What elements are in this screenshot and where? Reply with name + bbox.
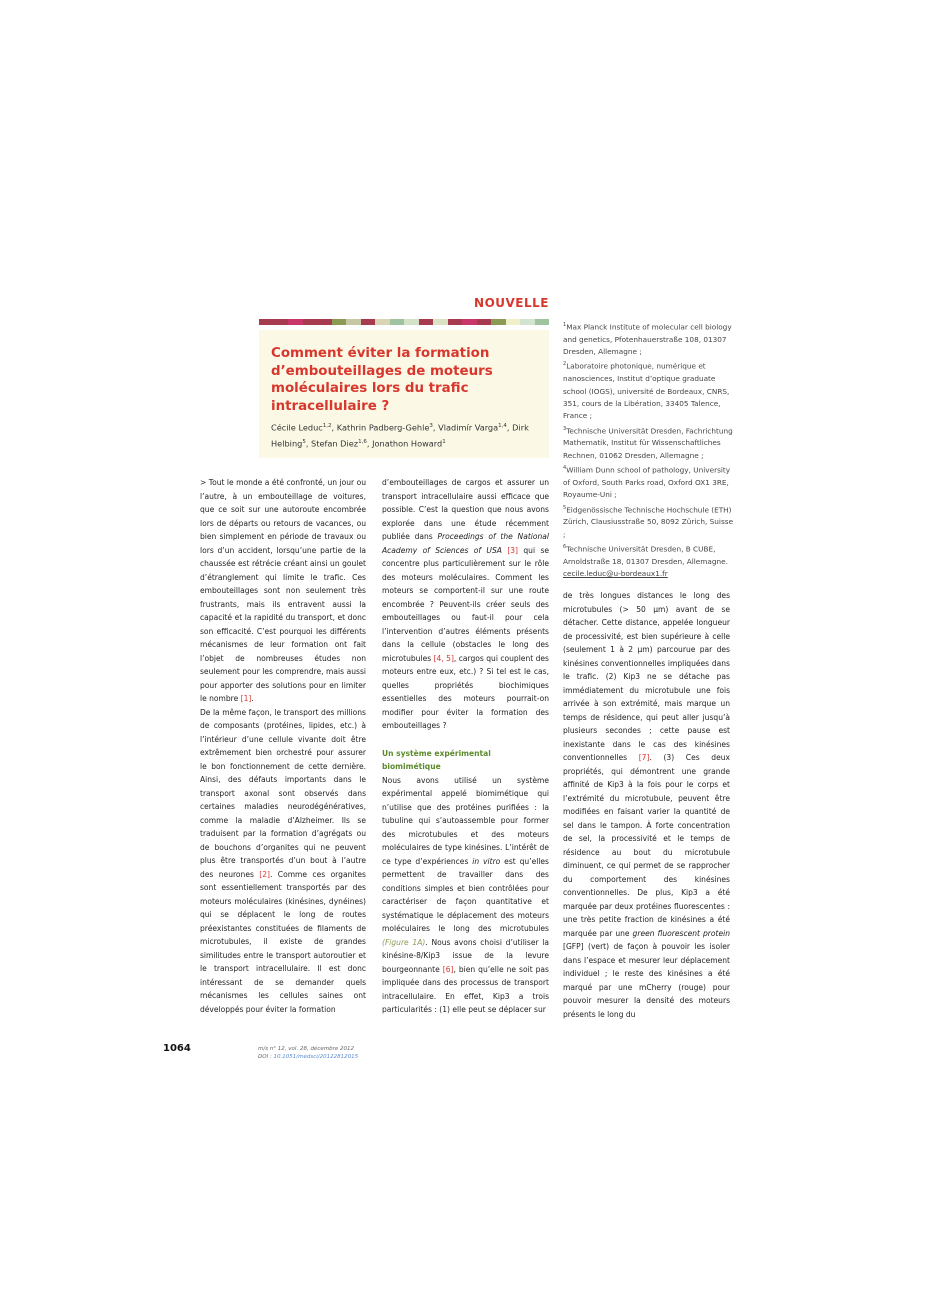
affiliation-item <box>563 423 735 462</box>
author-name: Kathrin Padberg-Gehle <box>336 422 430 433</box>
affiliation-text: Technische Universität Dresden, B CUBE, Arnoldstraße 18, 01307 Dresden, Allemagne. <box>563 544 728 566</box>
color-bar-segment <box>332 319 347 325</box>
color-bar-segment <box>433 319 448 325</box>
text-run: De la même façon, le transport des millions de composants (protéines, lipides, etc.) à l’intérieur d’une cellule vivante doit être extrêmement bien orchestré pour assurer le bon fonctionnement de cette dernière. Ainsi, des défauts importants dans le transport axonal sont observés dans certaines maladies neurodégénératives, comme la maladie d’Alzheimer. Ils se traduisent par la formation d’agrégats ou de bouchons d’organites qui ne peuvent plus être transportés d’un bout à l’autre des neurones <box>200 707 366 879</box>
affiliation-item <box>563 358 735 422</box>
author-affiliation-ref: 1,4 <box>498 423 507 429</box>
affiliation-item <box>563 462 735 501</box>
italic-text: in vitro <box>472 856 501 866</box>
color-bar-segment <box>520 319 535 325</box>
color-bar-segment <box>506 319 521 325</box>
color-bar-segment <box>303 319 318 325</box>
color-bar-segment <box>404 319 419 325</box>
color-bar-segment <box>317 319 332 325</box>
author-name: Stefan Diez <box>311 438 359 449</box>
reference-link[interactable]: [2] <box>259 869 270 879</box>
author-affiliation-ref: 1,6 <box>358 438 367 445</box>
doi-label: DOI : <box>258 1054 274 1060</box>
affiliation-number: 4 <box>563 465 567 472</box>
affiliation-text: William Dunn school of pathology, University of Oxford, South Parks road, Oxford OX1 3RE, Royaume-Uni ; <box>563 465 731 500</box>
author-name: Dirk Helbing <box>271 422 529 449</box>
affiliation-text: Max Planck Institute of molecular cell biology and genetics, Pfotenhauerstraße 108, 01307 Dresden, Allemagne ; <box>563 322 732 357</box>
author-list: Cécile Leduc$^{1,2}$, Kathrin Padberg-Gehle$^3$, Vladimír Varga$^{1,4}$, Dirk Helbing$^5$, Stefan Diez$^{1,6}$, Jonathon Howard$^1$ <box>271 422 529 449</box>
text-run: [GFP] (vert) de façon à pouvoir les isoler dans l’espace et mesurer leur déplacement individuel ; le reste des kinésines a été marqué par une mCherry (rouge) pour pouvoir mesurer la densité des moteurs présents le long du <box>563 942 730 1019</box>
section-label: NOUVELLE <box>474 296 549 310</box>
author-name: Vladimír Varga <box>438 422 499 433</box>
journal-issue: m/s n° 12, vol. 28, décembre 2012 <box>258 1046 354 1052</box>
paragraph-transport <box>200 706 366 1017</box>
affiliation-item <box>563 502 735 541</box>
doi-line <box>258 1053 358 1061</box>
paragraph-system <box>382 774 549 1017</box>
color-bar-segment <box>477 319 492 325</box>
color-bar-segment <box>390 319 405 325</box>
author-affiliation-ref: 1 <box>442 438 446 445</box>
affiliation-text: Technische Universität Dresden, Fachrichtung Mathematik, Institut für Wissenschaftliches Rechnen, 01062 Dresden, Allemagne ; <box>563 426 733 460</box>
color-bar-segment <box>535 319 550 325</box>
italic-text: green fluorescent protein <box>632 928 730 938</box>
figure-link[interactable]: (Figure 1A) <box>382 937 426 947</box>
author-name: Jonathon Howard <box>372 438 443 449</box>
paragraph-transport-cont <box>382 476 549 733</box>
reference-link[interactable]: [3] <box>507 545 519 555</box>
color-bar-segment <box>288 319 303 325</box>
affiliation-text: Eidgenössische Technische Hochschule (ETH) Zürich, Clausiusstraße 50, 8092 Zürich, Suisse ; <box>563 504 734 539</box>
color-bar-segment <box>259 319 274 325</box>
author-affiliation-ref: 5 <box>302 438 306 445</box>
affiliation-number: 6 <box>563 543 567 550</box>
color-bar-segment <box>419 319 434 325</box>
affiliation-item <box>563 319 735 358</box>
decorative-color-bar <box>259 319 549 325</box>
affiliation-number: 2 <box>563 361 567 368</box>
affiliation-number: 3 <box>563 425 567 432</box>
text-run: est qu’elles permettent de travailler dans des conditions simples et bien contrôlées pour caractériser de façon quantitative et systématique le déplacement des moteurs moléculaires le long des microtubules <box>382 856 549 933</box>
color-bar-segment <box>361 319 376 325</box>
section-heading: Un système expérimental biomimétique <box>382 748 491 771</box>
reference-link[interactable]: [1] <box>240 694 252 703</box>
text-run: , cargos qui couplent des moteurs entre eux, etc.) ? Si tel est le cas, quelles propriétés biochimiques essentielles des moteurs pourrait-on modifier pour éviter la formation des embouteillages ? <box>382 653 549 730</box>
text-run: > Tout le monde a été confronté, un jour ou l’autre, à un embouteillage de voitures, que ce soit sur une autoroute encombrée lors de départs ou retours de vacances, ou bien simplement en période de travaux ou lors d’un accident, lorsqu’une partie de la chaussée est rétrécie créant ainsi un goulet d’étranglement qui limite le trafic. Ces embouteillages sont non seulement très frustrants, mais ils entravent aussi la capacité et la rapidité du transport, et donc son efficacité. C’est pourquoi les différents mécanismes de leur formation ont fait l’objet de nombreuses études non seulement pour les comprendre, mais aussi pour apporter des solutions pour en limiter le nombre <box>200 478 366 703</box>
text-run: de très longues distances le long des microtubules (> 50 µm) avant de se détacher. Cette distance, appelée longueur de processivité, est bien supérieure à celle (seulement 1 à 2 µm) parcourue par des kinésines conventionnelles impliquées dans le trafic. (2) Kip3 ne se détache pas immédiatement du microtubule une fois arrivée à son extrémité, mais marque un temps de résidence, qui peut aller jusqu’à plusieurs secondes ; cette pause est inexistante dans le cas des kinésines conventionnelles <box>563 591 730 762</box>
author-name: Cécile Leduc <box>271 422 323 433</box>
page-number: 1064 <box>163 1043 191 1054</box>
affiliation-text: Laboratoire photonique, numérique et nanosciences, Institut d’optique graduate school (IOGS), université de Bordeaux, CNRS, 351, cours de la Libération, 33405 Talence, France ; <box>563 361 730 421</box>
author-affiliation-ref: 3 <box>429 423 433 429</box>
contact-email-link[interactable]: cecile.leduc@u-bordeaux1.fr <box>563 569 668 579</box>
journal-reference <box>258 1045 358 1061</box>
color-bar-segment <box>375 319 390 325</box>
italic-text: Proceedings of the National Academy of Sciences of USA <box>382 532 549 555</box>
color-bar-segment <box>274 319 289 325</box>
text-run: qui se concentre plus particulièrement sur le rôle des moteurs moléculaires. Comment les moteurs se comportent-il sur une route encombrée ? Peuvent-ils créer seuls des embouteillages ou faut-il pour cela l’intervention d’autres éléments présents dans la cellule (obstacles le long des microtubules <box>382 545 550 663</box>
body-column-1 <box>200 476 366 1016</box>
article-title: Comment éviter la formation d’embouteillages de moteurs moléculaires lors du trafic intracellulaire ? <box>271 346 493 414</box>
affiliations <box>563 319 735 580</box>
text-run: . Comme ces organites sont essentiellement transportés par des moteurs moléculaires (kinésines, dynéines) qui se déplacent le long de routes préexistantes constituées de filaments de microtubules, il existe de grandes similitudes entre le transport autoroutier et le transport intracellulaire. Il est donc intéressant de se demander quels mécanismes les cellules saines ont développés pour éviter la formation <box>200 869 366 1014</box>
text-run: , bien qu’elle ne soit pas impliquée dans des processus de transport intracellulaire. En effet, Kip3 a trois particularités : (1) elle peut se déplacer sur <box>382 964 549 1014</box>
text-run: . <box>251 694 254 703</box>
affiliation-number: 5 <box>563 504 567 511</box>
text-run: Nous avons utilisé un système expérimental appelé biomimétique qui n’utilise que des protéines purifiées : la tubuline qui s’autoassemble pour former des microtubules et des moteurs moléculaires de type kinésines. L’intérêt de ce type d’expériences <box>382 775 549 866</box>
author-affiliation-ref: 1,2 <box>322 423 332 429</box>
color-bar-segment <box>491 319 506 325</box>
body-column-2 <box>382 476 549 1017</box>
text-run: . (3) Ces deux propriétés, qui démontrent une grande affinité de Kip3 à la fois pour le corps et l’extrémité du microtubule, peuvent être modifiées en faisant varier la quantité de sel dans le tampon. À forte concentration de sel, la processivité et le temps de résidence au bout du microtubule diminuent, ce qui permet de se rapprocher du comportement des kinésines conventionnelles. De plus, Kip3 a été marquée par deux protéines fluorescentes : une très petite fraction de kinésines a été marquée par une <box>563 753 730 938</box>
reference-link[interactable]: [7] <box>638 753 650 762</box>
color-bar-segment <box>448 319 463 325</box>
color-bar-segment <box>462 319 477 325</box>
paragraph-system-cont <box>563 589 730 1021</box>
color-bar-segment <box>346 319 361 325</box>
body-column-3 <box>563 589 730 1021</box>
reference-link[interactable]: [4, 5] <box>433 653 454 663</box>
reference-link[interactable]: [6] <box>442 964 454 974</box>
text-run: d’embouteillages de cargos et assurer un transport intracellulaire aussi efficace que possible. C’est la question que nous avons explorée dans une étude récemment publiée dans <box>382 478 549 541</box>
affiliation-item <box>563 541 735 568</box>
paragraph-intro <box>200 476 366 706</box>
doi-link[interactable]: 10.1051/medsci/20122812015 <box>273 1054 359 1060</box>
affiliation-number: 1 <box>563 322 567 328</box>
text-run: . Nous avons choisi d’utiliser la kinésine-8/Kip3 issue de la levure bourgeonnante <box>382 937 549 974</box>
